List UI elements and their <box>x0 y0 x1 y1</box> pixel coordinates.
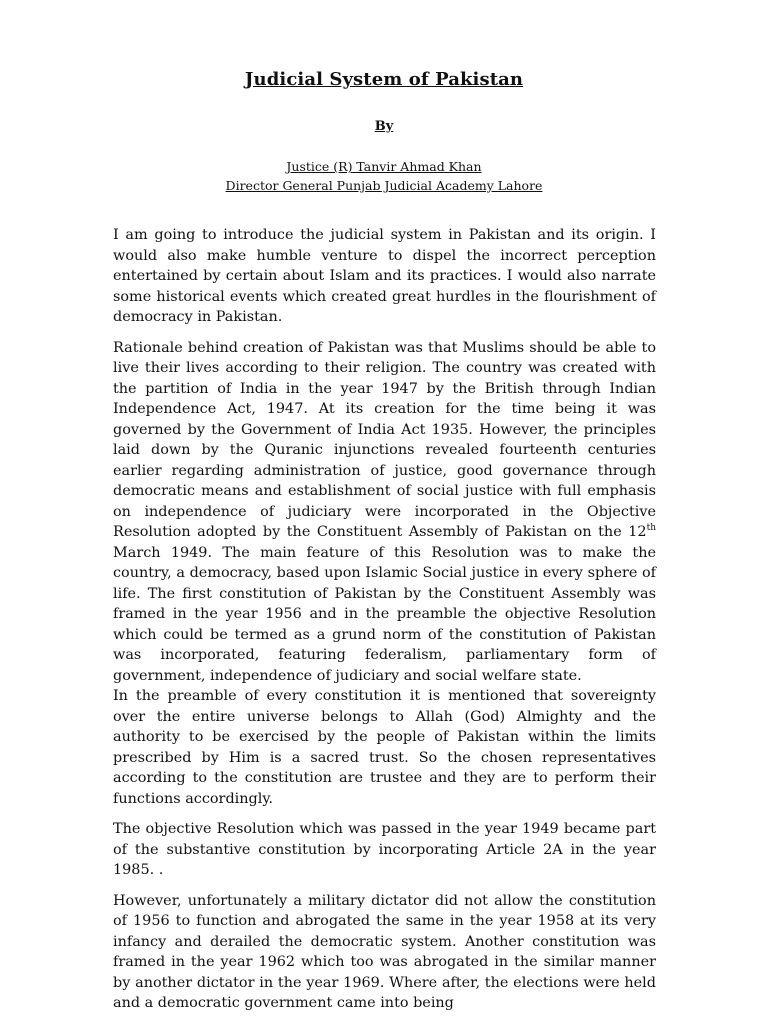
paragraph-military-dictator: However, unfortunately a military dictator did not allow the constitution of 1956 to function and abrogated the same in the year 1958 at its very infancy and derailed the democratic system. Another constitution was framed in the year 1962 which too was abrogated in the similar manner by another dictator in the year 1969. Where after, the elections were held and a democratic government came into being <box>113 892 656 1011</box>
paragraph-introduction: I am going to introduce the judicial system in Pakistan and its origin. I would also make humble venture to dispel the incorrect perception entertained by certain about Islam and its practices. I would also narrate some historical events which created great hurdles in the flourishment of democracy in Pakistan. <box>113 227 656 325</box>
paragraph-rationale-text-part2: March 1949. The main feature of this Resolution was to make the country, a democracy, based upon Islamic Social justice in every sphere of life. The first constitution of Pakistan by the Constituent Assembly was framed in the year 1956 and in the preamble the objective Resolution which could be termed as a grund norm of the constitution of Pakistan was incorporated, featuring federalism, parliamentary form of government, independence of judiciary and social welfare state. <box>113 544 656 684</box>
paragraph-rationale <box>113 338 656 687</box>
author-block <box>0 157 768 195</box>
document-title: Judicial System of Pakistan <box>244 69 524 90</box>
byline-label: By <box>374 119 394 134</box>
author-name: Justice (R) Tanvir Ahmad Khan <box>286 159 482 174</box>
ordinal-superscript: th <box>646 523 656 534</box>
author-position: Director General Punjab Judicial Academy Lahore <box>225 178 543 193</box>
paragraph-objective-resolution: The objective Resolution which was passed in the year 1949 became part of the substantive constitution by incorporating Article 2A in the year 1985. . <box>113 821 656 878</box>
document-body <box>113 225 656 1024</box>
paragraph-preamble: In the preamble of every constitution it is mentioned that sovereignty over the entire universe belongs to Allah (God) Almighty and the authority to be exercised by the people of Pakistan within the limits prescribed by Him is a sacred trust. So the chosen representatives according to the constitution are trustee and they are to perform their functions accordingly. <box>113 688 656 807</box>
paragraph-rationale-text-part1: Rationale behind creation of Pakistan was that Muslims should be able to live their lives according to their religion. The country was created with the partition of India in the year 1947 by the British through Indian Independence Act, 1947. At its creation for the time being it was governed by the Government of India Act 1935. However, the principles laid down by the Quranic injunctions revealed fourteenth centuries earlier regarding administration of justice, good governance through democratic means and establishment of social justice with full emphasis on independence of judiciary were incorporated in the Objective Resolution adopted by the Constituent Assembly of Pakistan on the 12 <box>113 339 656 540</box>
